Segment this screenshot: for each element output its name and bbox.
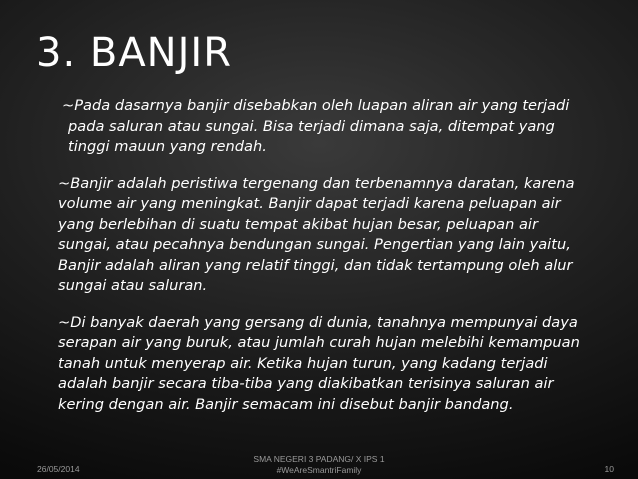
footer-center-text [0,454,638,476]
slide-body [58,96,582,431]
paragraph-line: sungai atau saluran. [58,277,208,294]
paragraph-line: tanah untuk menyerap air. Ketika hujan turun, yang kadang terjadi [58,354,548,372]
paragraph-line: adalah banjir secara tiba-tiba yang diakibatkan terisinya saluran air [58,375,554,392]
paragraph-line: ~Pada dasarnya banjir disebabkan oleh luapan aliran air yang terjadi [62,97,570,114]
slide-title: 3. BANJIR [36,30,232,76]
footer-school: SMA NEGERI 3 PADANG/ X IPS 1 [253,454,385,464]
slide-footer [0,451,638,479]
paragraph-line: ~Banjir adalah peristiwa tergenang dan terbenamnya daratan, karena [58,174,575,192]
paragraph-line: kering dengan air. Banjir semacam ini disebut banjir bandang. [58,395,514,413]
paragraph-line: volume air yang meningkat. Banjir dapat terjadi karena peluapan air [58,195,561,212]
page-number: 10 [604,464,614,474]
footer-hashtag: #WeAreSmantriFamily [276,465,362,475]
paragraph-3 [58,313,582,416]
paragraph-line: serapan air yang buruk, atau jumlah curah hujan melebihi kemampuan [58,334,580,351]
paragraph-line: yang berlebihan di suatu tempat akibat hujan besar, peluapan air [58,215,538,233]
paragraph-line: pada saluran atau sungai. Bisa terjadi dimana saja, ditempat yang [68,117,555,135]
paragraph-line: ~Di banyak daerah yang gersang di dunia, tanahnya mempunyai daya [58,313,578,331]
paragraph-line: sungai, atau pecahnya bendungan sungai. Pengertian yang lain yaitu, [58,236,571,253]
paragraph-line: tinggi mauun yang rendah. [68,138,267,155]
paragraph-line: Banjir adalah aliran yang relatif tinggi, dan tidak tertampung oleh alur [58,256,573,274]
paragraph-1 [62,96,582,158]
paragraph-2 [58,174,582,297]
footer-date: 26/05/2014 [37,464,80,474]
